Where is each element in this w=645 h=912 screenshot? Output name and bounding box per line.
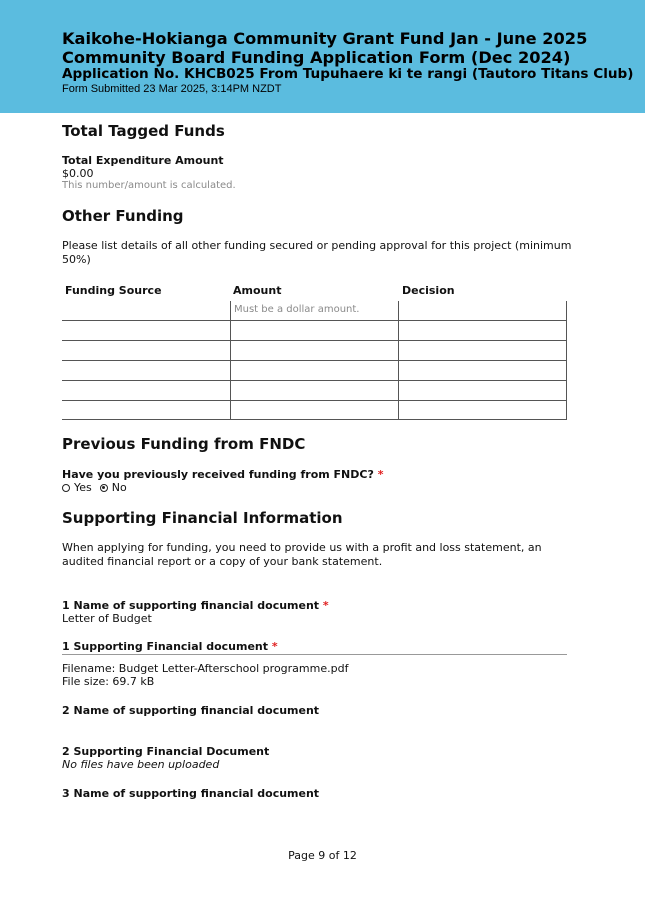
application-number: Application No. KHCB025 From Tupuhaere ki te rangi (Tautoro Titans Club) bbox=[62, 66, 634, 82]
radio-label-yes: Yes bbox=[74, 481, 92, 494]
table-row-divider bbox=[62, 419, 567, 420]
doc2-file-label: 2 Supporting Financial Document bbox=[62, 745, 270, 758]
page-number: Page 9 of 12 bbox=[288, 849, 357, 862]
calculated-hint: This number/amount is calculated. bbox=[62, 180, 236, 191]
required-marker: * bbox=[322, 599, 329, 612]
table-row-divider bbox=[62, 360, 567, 361]
doc1-file-label-text: 1 Supporting Financial document bbox=[62, 640, 269, 653]
previous-funding-question-text: Have you previously received funding from FNDC? bbox=[62, 468, 374, 481]
divider bbox=[62, 654, 567, 655]
previous-funding-question bbox=[62, 468, 383, 481]
doc1-filesize: File size: 69.7 kB bbox=[62, 675, 155, 688]
form-title: Community Board Funding Application Form (Dec 2024) bbox=[62, 48, 571, 67]
doc1-name-value: Letter of Budget bbox=[62, 612, 152, 625]
doc1-name-label bbox=[62, 599, 329, 612]
column-header-amount: Amount bbox=[233, 284, 282, 297]
doc3-name-label: 3 Name of supporting financial document bbox=[62, 787, 320, 800]
required-marker: * bbox=[271, 640, 278, 653]
supporting-description: When applying for funding, you need to provide us with a profit and loss statement, an audited financial report or a copy of your bank statement. bbox=[62, 541, 542, 568]
doc1-name-label-text: 1 Name of supporting financial document bbox=[62, 599, 320, 612]
total-expenditure-label: Total Expenditure Amount bbox=[62, 154, 224, 167]
section-title-tagged-funds: Total Tagged Funds bbox=[62, 122, 225, 140]
other-funding-description: Please list details of all other funding secured or pending approval for this project (minimum 50%) bbox=[62, 239, 572, 266]
column-header-decision: Decision bbox=[402, 284, 455, 297]
section-title-other-funding: Other Funding bbox=[62, 207, 184, 225]
table-row-divider bbox=[62, 400, 567, 401]
section-title-previous-funding: Previous Funding from FNDC bbox=[62, 435, 306, 453]
table-row-divider bbox=[62, 380, 567, 381]
section-title-supporting-financial: Supporting Financial Information bbox=[62, 509, 343, 527]
radio-label-no: No bbox=[111, 481, 127, 494]
column-header-funding-source: Funding Source bbox=[65, 284, 162, 297]
submitted-date: Form Submitted 23 Mar 2025, 3:14PM NZDT bbox=[62, 83, 282, 95]
doc2-file-value: No files have been uploaded bbox=[62, 758, 220, 771]
radio-option-no[interactable] bbox=[100, 481, 127, 494]
radio-option-yes[interactable] bbox=[62, 481, 92, 494]
radio-selected-icon bbox=[100, 484, 108, 492]
form-header bbox=[0, 0, 645, 113]
previous-funding-radio-group bbox=[62, 481, 135, 494]
amount-hint: Must be a dollar amount. bbox=[234, 304, 360, 315]
total-expenditure-value: $0.00 bbox=[62, 167, 94, 180]
table-row-divider bbox=[62, 320, 567, 321]
radio-unselected-icon bbox=[62, 484, 70, 492]
doc1-file-label bbox=[62, 640, 278, 653]
doc2-name-label: 2 Name of supporting financial document bbox=[62, 704, 320, 717]
table-row-divider bbox=[62, 340, 567, 341]
other-funding-table bbox=[62, 301, 567, 420]
required-marker: * bbox=[377, 468, 384, 481]
fund-title: Kaikohe-Hokianga Community Grant Fund Jan - June 2025 bbox=[62, 29, 588, 48]
doc1-filename: Filename: Budget Letter-Afterschool programme.pdf bbox=[62, 662, 349, 675]
